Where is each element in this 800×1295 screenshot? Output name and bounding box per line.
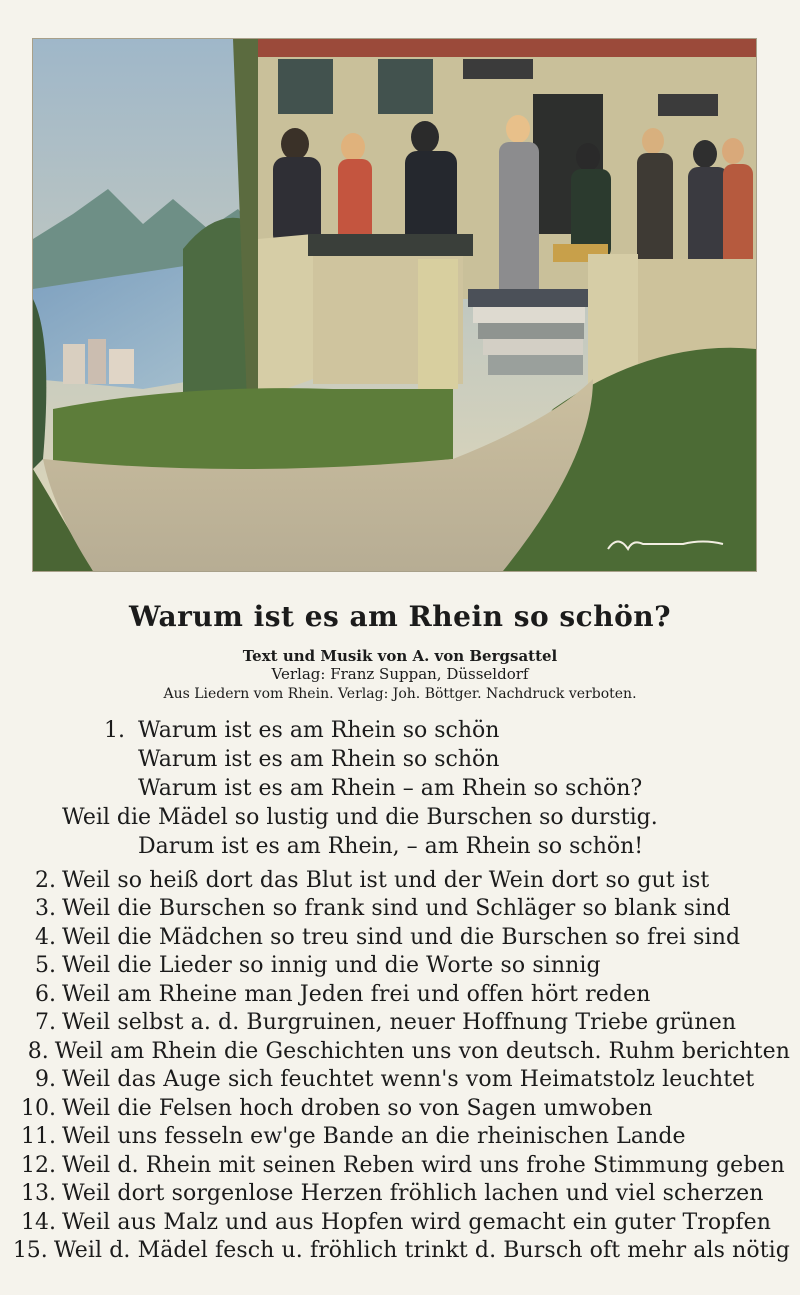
verse-number: 14. bbox=[21, 1209, 56, 1235]
verse-text: Weil die Burschen so frank sind und Schläger so blank sind bbox=[62, 896, 731, 922]
verse-number: 4. bbox=[35, 924, 56, 950]
rhine-tavern-illustration bbox=[32, 38, 757, 572]
verse-1-number: 1. bbox=[104, 718, 125, 743]
verse-1-line: Weil die Mädel so lustig und die Burschen so durstig. bbox=[62, 805, 658, 830]
verse-text: Weil am Rhein die Geschichten uns von deutsch. Ruhm berichten bbox=[54, 1038, 790, 1064]
verse-row bbox=[10, 1094, 790, 1123]
verse-number: 9. bbox=[35, 1067, 56, 1093]
verse-number: 15. bbox=[12, 1238, 48, 1264]
verse-row bbox=[10, 952, 790, 981]
verse-list bbox=[10, 866, 790, 1265]
verse-row bbox=[10, 980, 790, 1009]
verse-text: Weil am Rheine man Jeden frei und offen hört reden bbox=[62, 981, 651, 1007]
verse-number: 13. bbox=[21, 1181, 56, 1207]
verse-1-line: Darum ist es am Rhein, – am Rhein so schön! bbox=[138, 834, 644, 859]
verse-text: Weil die Lieder so innig und die Worte so sinnig bbox=[62, 953, 601, 979]
verse-row bbox=[10, 1009, 790, 1038]
verse-row bbox=[10, 1123, 790, 1152]
verse-number: 8. bbox=[27, 1038, 49, 1064]
credit-author: Text und Musik von A. von Bergsattel bbox=[242, 647, 558, 665]
verse-1-line: Warum ist es am Rhein so schön bbox=[138, 718, 500, 743]
verse-number: 10. bbox=[21, 1095, 56, 1121]
verse-text: Weil d. Rhein mit seinen Reben wird uns frohe Stimmung geben bbox=[62, 1152, 785, 1178]
verse-text: Weil das Auge sich feuchtet wenn's vom Heimatstolz leuchtet bbox=[62, 1067, 755, 1093]
verse-number: 2. bbox=[35, 867, 56, 893]
verse-row bbox=[10, 895, 790, 924]
illustration-image bbox=[33, 39, 756, 571]
verse-1-line: Warum ist es am Rhein so schön bbox=[138, 747, 500, 772]
verse-text: Weil die Felsen hoch droben so von Sagen umwoben bbox=[62, 1095, 653, 1121]
verse-text: Weil so heiß dort das Blut ist und der Wein dort so gut ist bbox=[62, 867, 710, 893]
verse-number: 7. bbox=[35, 1010, 56, 1036]
verse-text: Weil uns fesseln ew'ge Bande an die rheinischen Lande bbox=[62, 1124, 686, 1150]
verse-number: 5. bbox=[35, 953, 56, 979]
credit-source: Aus Liedern vom Rhein. Verlag: Joh. Böttger. Nachdruck verboten. bbox=[163, 686, 637, 702]
verse-number: 3. bbox=[35, 896, 56, 922]
verse-text: Weil d. Mädel fesch u. fröhlich trinkt d. Bursch oft mehr als nötig bbox=[53, 1238, 790, 1264]
song-title: Warum ist es am Rhein so schön? bbox=[128, 600, 672, 633]
verse-number: 11. bbox=[21, 1124, 56, 1150]
verse-text: Weil selbst a. d. Burgruinen, neuer Hoffnung Triebe grünen bbox=[62, 1010, 737, 1036]
verse-number: 6. bbox=[35, 981, 56, 1007]
verse-text: Weil dort sorgenlose Herzen fröhlich lachen und viel scherzen bbox=[62, 1181, 764, 1207]
verse-text: Weil aus Malz und aus Hopfen wird gemacht ein guter Tropfen bbox=[62, 1209, 772, 1235]
verse-row bbox=[10, 1208, 790, 1237]
credit-publisher: Verlag: Franz Suppan, Düsseldorf bbox=[271, 665, 529, 683]
verse-1-line: Warum ist es am Rhein – am Rhein so schön? bbox=[138, 776, 643, 801]
verse-text: Weil die Mädchen so treu sind und die Burschen so frei sind bbox=[62, 924, 741, 950]
verse-row bbox=[10, 1237, 790, 1266]
verse-row bbox=[10, 923, 790, 952]
verse-row bbox=[10, 1180, 790, 1209]
verse-row bbox=[10, 1151, 790, 1180]
verse-number: 12. bbox=[21, 1152, 56, 1178]
verse-row bbox=[10, 1066, 790, 1095]
verse-row bbox=[10, 1037, 790, 1066]
verse-row bbox=[10, 866, 790, 895]
